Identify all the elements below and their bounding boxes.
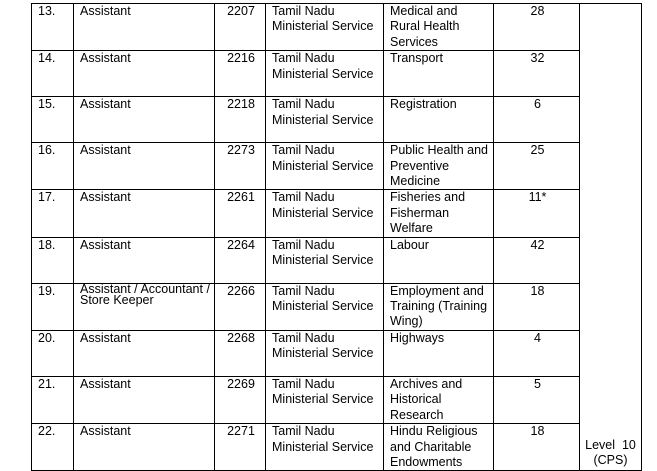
table-row [32, 97, 642, 143]
table-row [32, 51, 642, 97]
serial-number: 18. [32, 237, 74, 283]
vacancy-count: 25 [494, 143, 580, 190]
table-row [32, 376, 642, 423]
department-name: Employment and Training (Training Wing) [384, 283, 494, 330]
table-row [32, 4, 642, 51]
post-code: 2261 [215, 190, 266, 237]
vacancy-count: 18 [494, 283, 580, 330]
service-name: Tamil Nadu Ministerial Service [266, 4, 384, 51]
serial-number: 22. [32, 424, 74, 471]
pay-level-label: Level 10 [585, 437, 636, 452]
service-name: Tamil Nadu Ministerial Service [266, 237, 384, 283]
vacancy-count: 6 [494, 97, 580, 143]
service-name: Tamil Nadu Ministerial Service [266, 376, 384, 423]
post-name: Assistant [74, 330, 215, 376]
vacancy-count: 4 [494, 330, 580, 376]
vacancy-count: 42 [494, 237, 580, 283]
pay-level-scheme: (CPS) [593, 452, 628, 467]
department-name: Highways [384, 330, 494, 376]
department-name: Hindu Religious and Charitable Endowments [384, 424, 494, 471]
posts-table [31, 3, 642, 471]
post-name: Assistant [74, 424, 215, 471]
department-name: Medical and Rural Health Services [384, 4, 494, 51]
post-code: 2207 [215, 4, 266, 51]
post-code: 2268 [215, 330, 266, 376]
table-row [32, 330, 642, 376]
post-name: Assistant [74, 4, 215, 51]
department-name: Labour [384, 237, 494, 283]
table-row [32, 190, 642, 237]
post-name: Assistant [74, 376, 215, 423]
post-name: Assistant [74, 143, 215, 190]
serial-number: 20. [32, 330, 74, 376]
post-name: Assistant [74, 97, 215, 143]
post-code: 2269 [215, 376, 266, 423]
service-name: Tamil Nadu Ministerial Service [266, 190, 384, 237]
service-name: Tamil Nadu Ministerial Service [266, 424, 384, 471]
service-name: Tamil Nadu Ministerial Service [266, 51, 384, 97]
vacancy-count: 28 [494, 4, 580, 51]
post-code: 2273 [215, 143, 266, 190]
post-code: 2218 [215, 97, 266, 143]
service-name: Tamil Nadu Ministerial Service [266, 330, 384, 376]
department-name: Transport [384, 51, 494, 97]
serial-number: 19. [32, 283, 74, 330]
department-name: Fisheries and Fisherman Welfare [384, 190, 494, 237]
post-name: Assistant [74, 190, 215, 237]
table-row [32, 283, 642, 330]
service-name: Tamil Nadu Ministerial Service [266, 283, 384, 330]
serial-number: 21. [32, 376, 74, 423]
table-row [32, 424, 642, 471]
vacancy-count: 18 [494, 424, 580, 471]
serial-number: 13. [32, 4, 74, 51]
department-name: Registration [384, 97, 494, 143]
serial-number: 14. [32, 51, 74, 97]
service-name: Tamil Nadu Ministerial Service [266, 143, 384, 190]
serial-number: 16. [32, 143, 74, 190]
post-code: 2264 [215, 237, 266, 283]
post-code: 2266 [215, 283, 266, 330]
pay-level-cell [580, 4, 642, 471]
post-name: Assistant [74, 51, 215, 97]
post-name: Assistant / Accountant / Store Keeper [74, 283, 215, 330]
vacancy-count: 11* [494, 190, 580, 237]
serial-number: 15. [32, 97, 74, 143]
department-name: Archives and Historical Research [384, 376, 494, 423]
vacancy-count: 32 [494, 51, 580, 97]
serial-number: 17. [32, 190, 74, 237]
table-row [32, 143, 642, 190]
vacancy-count: 5 [494, 376, 580, 423]
post-code: 2216 [215, 51, 266, 97]
table-row [32, 237, 642, 283]
post-name: Assistant [74, 237, 215, 283]
post-code: 2271 [215, 424, 266, 471]
service-name: Tamil Nadu Ministerial Service [266, 97, 384, 143]
department-name: Public Health and Preventive Medicine [384, 143, 494, 190]
